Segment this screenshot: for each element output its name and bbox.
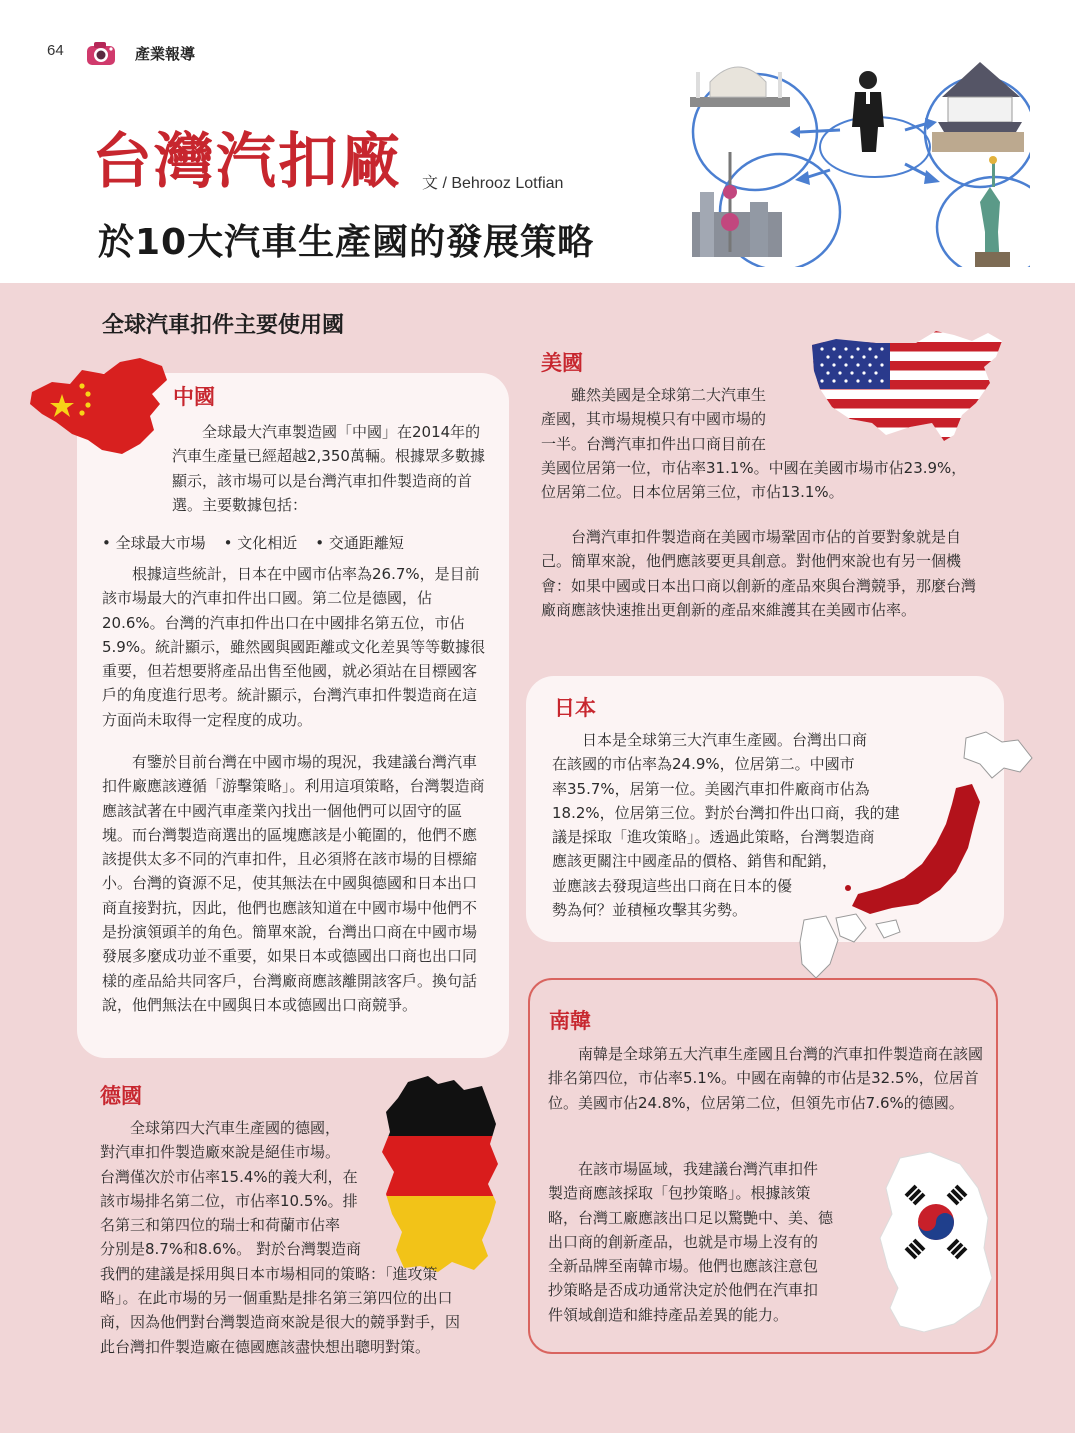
- text-line: 產國，其市場規模只有中國市場的: [541, 410, 767, 429]
- text-line: 台灣僅次於市佔率15.4%的義大利，在: [100, 1167, 358, 1186]
- text-line: 並應該去發現這些出口商在日本的優: [552, 876, 793, 895]
- germany-text: [100, 1116, 500, 1359]
- bullet-item: • 交通距離短: [315, 532, 404, 553]
- text-line: 抄策略是否成功通常決定於他們在汽車扣: [548, 1281, 819, 1300]
- text-line: 在該國的市佔率為24.9%，位居第二。中國市: [552, 755, 855, 774]
- text-line: 勢為何？並積極攻擊其劣勢。: [552, 901, 748, 920]
- global-heading: 全球汽車扣件主要使用國: [102, 313, 345, 338]
- text-line: 雖然美國是全球第二大汽車生: [571, 386, 767, 404]
- text-line: 位居第二位。日本位居第三位，市佔13.1%。: [541, 483, 844, 502]
- text-line: 應該更關注中國產品的價格、銷售和配銷，: [552, 852, 838, 871]
- china-intro: [102, 420, 486, 517]
- article-title: 台灣汽扣廠: [92, 127, 402, 197]
- section-tag: 產業報導: [135, 45, 196, 63]
- korea-text1: [548, 1042, 984, 1115]
- china-title: 中國: [173, 384, 215, 409]
- text-line: 全新品牌至南韓市場。他們也應該注意包: [548, 1257, 819, 1276]
- usa-para2-text: 台灣汽車扣件製造商在美國市場鞏固市佔的首要對象就是自己。簡單來說，他們應該要更具創意。對他們來說也有另一個機會：如果中國或日本出口商以創新的產品來與台灣競爭，那麼台灣廠商應該快速推出更創新的產品來維護其在美國市佔率。: [541, 528, 977, 619]
- china-para1: [102, 562, 486, 732]
- china-para2: [102, 750, 486, 1017]
- article-subtitle: 於10大汽車生產國的發展策略: [98, 222, 595, 263]
- china-para2-text: 有鑒於目前台灣在中國市場的現況，我建議台灣汽車扣件廠應該遵循「游擊策略」。利用這項策略，台灣製造商應該試著在中國汽車產業內找出一個他們可以固守的區塊。而台灣製造商選出的區塊應該是小範圍的，他們不應該提供太多不同的汽車扣件，且必須將在該市場的目標縮小。台灣的資源不足，使其無法在中國與德國和日本出口商直接對抗，因此，他們也應該知道在中國市場中他們不是扮演領頭羊的角色。簡單來說，台灣出口商在中國市場發展多麼成功並不重要，如果日本或德國出口商也出口同樣的產品給共同客戶，台灣廠商應該離開該客戶。換句話說，他們無法在中國與日本或德國出口商競爭。: [102, 753, 485, 1014]
- korea-text2: [548, 1157, 878, 1327]
- text-line: 出口商的創新產品，也就是市場上沒有的: [548, 1232, 819, 1251]
- korea-para1-text: 南韓是全球第五大汽車生產國且台灣的汽車扣件製造商在該國排名第四位，市佔率5.1%。中國在南韓的市佔是32.5%，位居首位。美國市佔24.8%，位居第二位，但領先市佔7.6%的德國。: [548, 1045, 984, 1112]
- text-line: 件領域創造和維持產品差異的能力。: [548, 1305, 789, 1324]
- page-header: [0, 0, 1075, 283]
- usa-text1: [541, 383, 989, 504]
- china-para1-text: 根據這些統計，日本在中國市佔率為26.7%，是目前該市場最大的汽車扣件出口國。第二位是德國，佔20.6%。台灣的汽車扣件出口在中國排名第五位，市佔5.9%。統計顯示，雖然國與國距離或文化差異等等數據很重要，但若想要將產品出售至他國，就必須站在目標國客戶的角度進行思考。統計顯示，台灣汽車扣件製造商在這方面尚未取得一定程度的成功。: [102, 565, 486, 729]
- text-line: 議是採取「進攻策略」。透過此策略，台灣製造商: [552, 828, 875, 847]
- germany-title: 德國: [100, 1083, 142, 1108]
- korea-title: 南韓: [549, 1008, 591, 1033]
- japan-title: 日本: [554, 695, 596, 720]
- text-line: 略，台灣工廠應該出口足以驚艷中、美、德: [548, 1208, 834, 1227]
- camera-icon: [84, 38, 118, 68]
- usa-title: 美國: [541, 350, 583, 375]
- text-line: 對汽車扣件製造廠來說是絕佳市場。: [100, 1143, 341, 1162]
- text-line: 名第三和第四位的瑞士和荷蘭市佔率: [100, 1216, 341, 1235]
- globe-network-illustration: [680, 52, 1030, 267]
- text-line: 美國位居第一位，市佔率31.1%。中國在美國市場市佔23.9%，: [541, 458, 967, 477]
- text-line: 我們的建議是採用與日本市場相同的策略：「進攻策: [100, 1264, 438, 1283]
- china-bullets: [102, 532, 404, 553]
- bullet-item: • 文化相近: [224, 532, 298, 553]
- page-number: 64: [47, 42, 64, 59]
- text-line: 製造商應該採取「包抄策略」。根據該策: [548, 1184, 811, 1203]
- text-line: 全球第四大汽車生產國的德國，: [130, 1119, 341, 1137]
- china-intro-text: 全球最大汽車製造國「中國」在2014年的汽車生產量已經超越2,350萬輛。根據眾多數據顯示，該市場可以是台灣汽車扣件製造商的首選。主要數據包括：: [172, 423, 485, 514]
- bullet-item: • 全球最大市場: [102, 532, 206, 553]
- text-line: 略」。在此市場的另一個重點是排名第三第四位的出口: [100, 1289, 453, 1308]
- text-line: 18.2%，位居第三位。對於台灣扣件出口商，我的建: [552, 803, 900, 822]
- text-line: 一半。台灣汽車扣件出口商目前在: [541, 434, 767, 453]
- text-line: 該市場排名第二位，市佔率10.5%。排: [100, 1191, 358, 1210]
- text-line: 在該市場區域，我建議台灣汽車扣件: [578, 1160, 819, 1178]
- text-line: 商，因為他們對台灣製造商來說是很大的競爭對手，因: [100, 1313, 461, 1332]
- text-line: 分別是8.7%和8.6%。 對於台灣製造商: [100, 1240, 361, 1259]
- text-line: 率35.7%，居第一位。美國汽車扣件廠商市佔為: [552, 779, 870, 798]
- byline: 文 / Behrooz Lotfian: [422, 175, 564, 192]
- text-line: 日本是全球第三大汽車生產國。台灣出口商: [582, 731, 868, 749]
- text-line: 此台灣扣件製造廠在德國應該盡快想出聰明對策。: [100, 1337, 431, 1356]
- japan-text: [552, 728, 932, 922]
- usa-text2: [541, 525, 989, 622]
- korea-flag-map: [870, 1148, 998, 1338]
